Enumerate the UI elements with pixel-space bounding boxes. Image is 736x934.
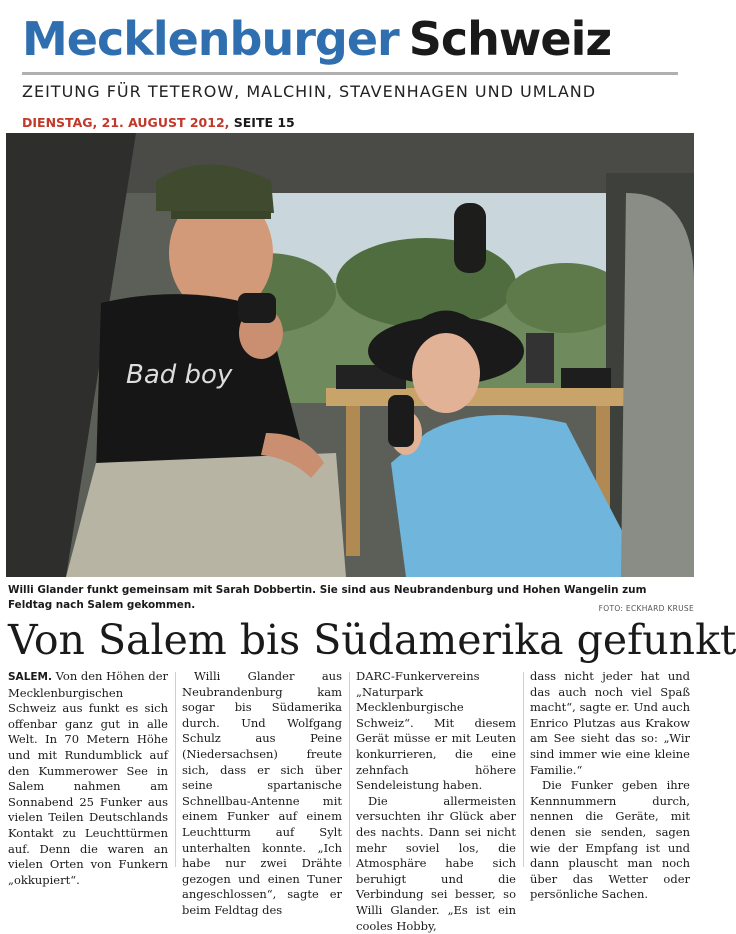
column-divider [175, 672, 176, 867]
article-column-4 [530, 669, 690, 903]
photo-illustration [6, 133, 694, 577]
column-divider [349, 672, 350, 867]
masthead-tagline: ZEITUNG FÜR TETEROW, MALCHIN, STAVENHAGEN UND UMLAND [22, 82, 597, 101]
article-column-1 [8, 669, 168, 888]
article-col4-para1: dass nicht jeder hat und das auch noch viel Spaß macht“, sagte er. Und auch Enrico Plutzas aus Krakow am See sieht das so: „Wir sind immer wie eine kleine Familie.“ [530, 669, 690, 777]
article-kicker: SALEM. [8, 671, 52, 683]
page-number: SEITE 15 [233, 115, 295, 130]
article-col3-para2: Die allermeisten versuchten ihr Glück aber des nachts. Dann sei nicht mehr soviel los, die Atmosphäre habe sich beruhigt und die Verbindung sei besser, so Willi Glander. „Es ist ein cooles Hobby, [356, 793, 516, 933]
dateline [22, 115, 295, 130]
article-col2-text: Willi Glander aus Neubrandenburg kam sogar bis Südamerika durch. Und Wolfgang Schulz aus Peine (Niedersachsen) freute sich, dass er sich über seine spartanische Schnellbau-Antenne mit einem Funker auf einem Leuchtturm auf Sylt unterhalten konnte. „Ich habe nur zwei Drähte gezogen und einen Tuner angeschlossen“, sagte er beim Feldtag des [182, 669, 342, 917]
article-photo [6, 133, 694, 577]
article-column-2 [182, 669, 342, 919]
article-col4-para2: Die Funker geben ihre Kennnummern durch, nennen die Geräte, mit denen sie senden, sagen wie der Empfang ist und dann plauscht man noch über das Wetter oder persönliche Sachen. [530, 778, 690, 902]
photo-caption: Willi Glander funkt gemeinsam mit Sarah Dobbertin. Sie sind aus Neubrandenburg und Hohen Wangelin zum Feldtag nach Salem gekommen. [8, 584, 647, 611]
article-column-3 [356, 669, 516, 934]
article-col1-text: Von den Höhen der Mecklenburgischen Schweiz aus funkt es sich offenbar ganz gut in alle Welt. In 70 Metern Höhe und mit Rundumblick auf den Kummerower See in Salem nahmen am Sonnabend 25 Funker aus vielen Teilen Deutschlands Kontakt zu Leuchttürmen auf. Denn die waren an vielen Orten von Funkern „okkupiert“. [8, 669, 169, 887]
issue-date: DIENSTAG, 21. AUGUST 2012, [22, 115, 230, 130]
photo-credit: FOTO: ECKHARD KRUSE [598, 604, 694, 613]
masthead-name-part2: Schweiz [408, 12, 612, 66]
masthead-name-part1: Mecklenburger [22, 12, 399, 66]
column-divider [523, 672, 524, 867]
article-body [8, 669, 694, 933]
article-headline: Von Salem bis Südamerika gefunkt [8, 616, 736, 664]
masthead-rule [22, 72, 678, 75]
article-col3-para1: DARC-Funkervereins „Naturpark Mecklenburgische Schweiz“. Mit diesem Gerät müsse er mit Leuten konkurrieren, die eine zehnfach höhere Sendeleistung haben. [356, 669, 516, 793]
masthead [22, 12, 611, 66]
shirt-print: Bad boy [126, 360, 233, 390]
